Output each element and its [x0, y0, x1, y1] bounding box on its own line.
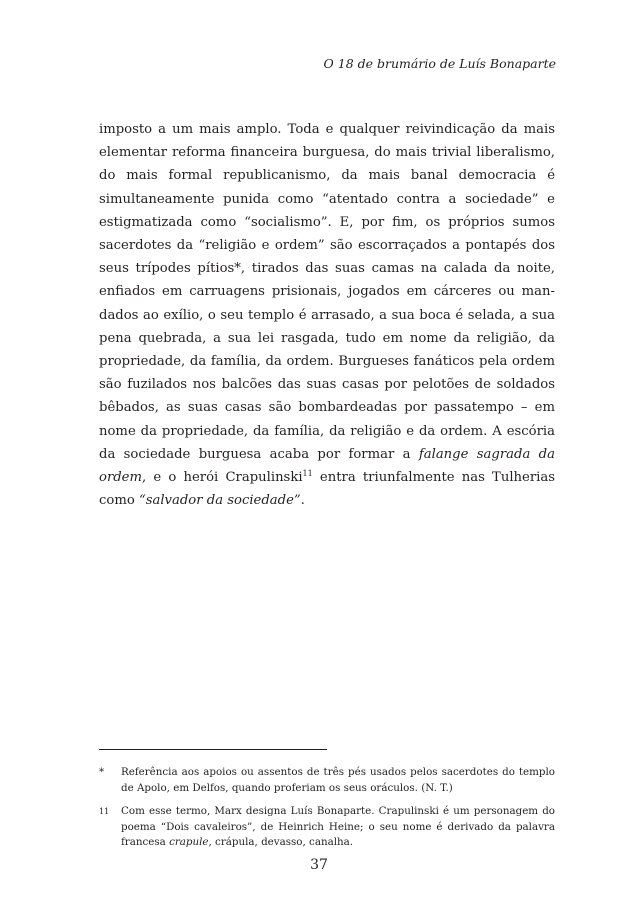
body-text-main: imposto a um mais amplo. Toda e qualquer reivindicação da mais elementar reforma financeira burguesa, do mais trivial liberalismo, do mais formal republicanismo, da mais banal democracia é simultaneamente punida como “atentado contra a sociedade” e estigmatizada como “socialismo”. E, por fim, os próprios sumos sacerdotes da “religião e ordem” são escorraçados a pontapés dos seus trípodes pítios*, tirados das suas camas na calada da noite, enfiados em carruagens prisionais, jogados em cárceres ou mandados ao exílio, o seu templo é arrasado, a sua boca é selada, a sua pena quebrada, a sua lei rasgada, tudo em nome da religião, da propriedade, da família, da ordem. Burgueses fanáticos pela ordem são fuzilados nos balcões das suas casas por pelotões de soldados bêbados, as suas casas são bombardeadas por passatempo – em nome da propriedade, da família, da religião e da ordem. A escória da sociedade burguesa acaba por formar a — [99, 122, 555, 462]
footnotes-section — [99, 765, 555, 859]
footnote-marker: * — [99, 766, 105, 778]
body-italic-phrase: falange sagrada da ordem — [99, 446, 555, 486]
footnote-text-after: , crápula, devasso, canalha. — [208, 836, 354, 848]
footnote-reference-11[interactable]: 11 — [302, 469, 313, 479]
body-text-end: . — [300, 493, 305, 509]
body-text-tail: entra triunfalmente nas Tulherias como — [99, 470, 555, 509]
footnote-italic-word: crapule — [169, 836, 209, 848]
page-number: 37 — [310, 857, 328, 873]
footnote-text-before: Com esse termo, Marx designa Luís Bonaparte. Crapulinski é um personagem do poema “Dois cavaleiros”, de Heinrich Heine; o seu nome é derivado da palavra francesa — [121, 805, 555, 848]
footnote-divider — [99, 749, 327, 750]
footnote-text: Referência aos apoios ou assentos de três pés usados pelos sacerdotes do templo de Apolo, em Delfos, quando proferiam os seus oráculos. (N. T.) — [121, 766, 555, 794]
body-paragraph — [99, 118, 555, 512]
running-header: O 18 de brumário de Luís Bonaparte — [323, 56, 556, 71]
footnote-asterisk — [99, 765, 555, 796]
body-final-italic: “salvador da sociedade” — [138, 493, 301, 509]
footnote-text — [121, 804, 555, 851]
footnote-marker: 11 — [99, 807, 110, 816]
footnote-11 — [99, 804, 555, 851]
body-text-after-italic: , e o herói Crapulinski — [142, 470, 303, 486]
